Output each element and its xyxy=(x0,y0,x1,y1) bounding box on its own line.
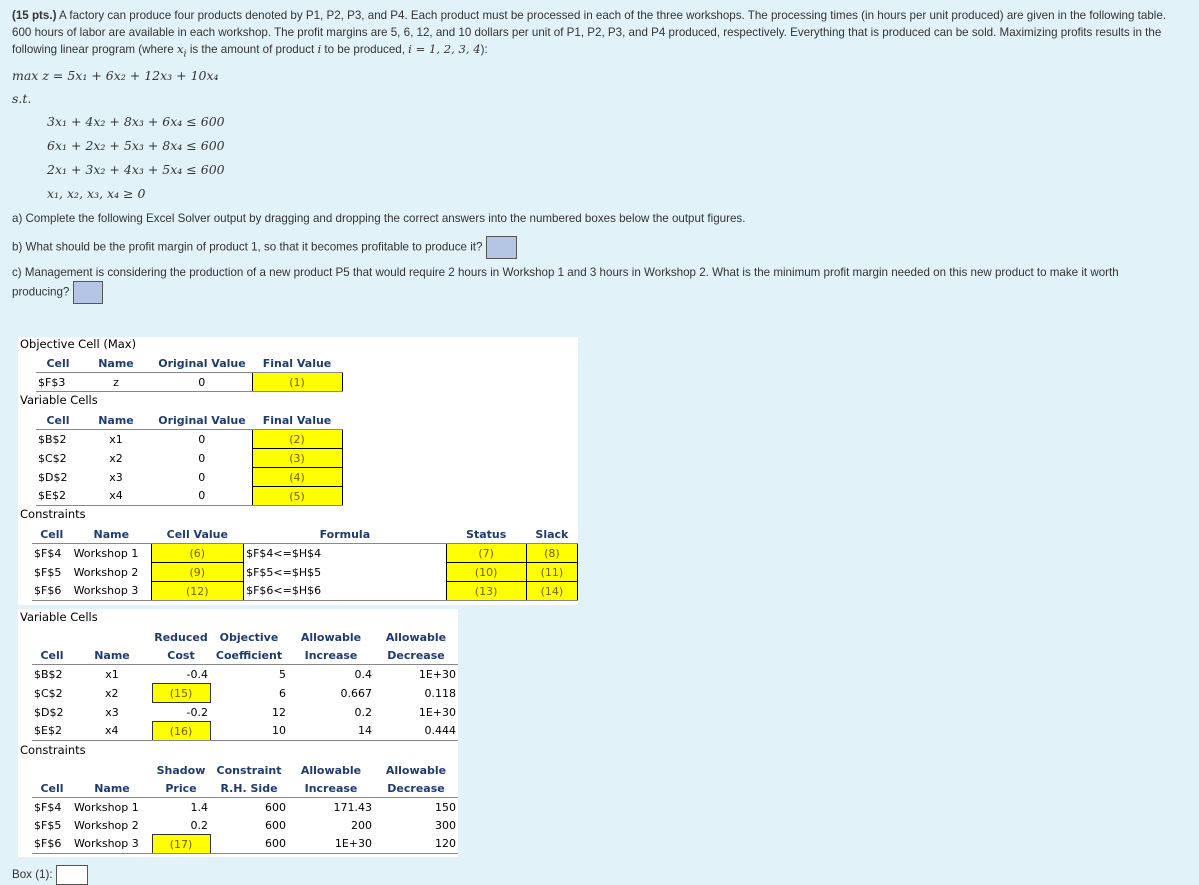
sensitivity-report xyxy=(18,609,458,857)
drop-box-8[interactable]: (8) xyxy=(526,544,577,563)
table-row xyxy=(36,487,342,506)
cell-name: x2 xyxy=(104,686,119,700)
cell-decrease: 300 xyxy=(435,818,456,832)
cell-name: Workshop 1 xyxy=(73,546,139,560)
table-row xyxy=(32,582,578,601)
col-formula: Formula xyxy=(244,525,447,544)
table-row xyxy=(32,563,578,582)
drop-box-17[interactable]: (17) xyxy=(152,835,210,854)
drop-box-3[interactable]: (3) xyxy=(252,449,342,468)
col-status: Status xyxy=(446,525,526,544)
col-name: Name xyxy=(72,646,152,665)
sens-variable-table xyxy=(32,628,458,741)
answer-box-c[interactable] xyxy=(73,281,103,304)
table-row xyxy=(32,703,458,722)
drop-box-13[interactable]: (13) xyxy=(446,582,526,601)
col-blank xyxy=(72,761,152,779)
cell-decrease: 0.118 xyxy=(424,686,456,700)
col-reduced: Reduced xyxy=(154,630,208,644)
table-row xyxy=(36,430,342,449)
question-c-text: c) Management is considering the production of a new product P5 that would require 2 hours in Workshop 1 and 3 hours in Workshop 2. What is the minimum profit margin needed on this new product to make it worth producing? xyxy=(12,266,1119,299)
cell-original: 0 xyxy=(198,470,206,484)
cell-ref: $C$2 xyxy=(38,451,67,465)
constraint-1: 3x₁ + 4x₂ + 8x₃ + 6x₄ ≤ 600 xyxy=(47,114,225,129)
table-row xyxy=(32,684,458,703)
cell-ref: $F$6 xyxy=(32,835,72,854)
answer-report xyxy=(18,337,578,605)
cell-rhs: 600 xyxy=(210,835,288,854)
cell-increase: 14 xyxy=(288,722,374,741)
nonnegativity-constraint: x₁, x₂, x₃, x₄ ≥ 0 xyxy=(47,186,146,201)
sens-constraints-table xyxy=(32,761,458,854)
drop-box-14[interactable]: (14) xyxy=(526,582,577,601)
col-blank xyxy=(72,628,152,646)
cell-original: 0 xyxy=(152,487,252,506)
cell-name: x4 xyxy=(80,487,152,506)
drop-box-5[interactable]: (5) xyxy=(252,487,342,506)
col-name: Name xyxy=(72,779,152,798)
col-allowable: Allowable xyxy=(300,630,362,644)
intro-end: ): xyxy=(480,43,488,56)
cell-ref: $F$5 xyxy=(34,818,62,832)
intro-text2: is the amount of product xyxy=(186,43,318,56)
cell-shadow-price: 0.2 xyxy=(190,818,208,832)
col-name: Name xyxy=(72,525,151,544)
cell-ref: $B$2 xyxy=(34,667,63,681)
cell-coefficient: 12 xyxy=(272,705,286,719)
cell-increase: 200 xyxy=(351,818,372,832)
constraint-2: 6x₁ + 2x₂ + 5x₃ + 8x₄ ≤ 600 xyxy=(47,138,225,153)
col-final-value: Final Value xyxy=(252,354,342,373)
table-row xyxy=(36,468,342,487)
cell-formula: $F$5<=$H$5 xyxy=(244,563,447,582)
cell-name: x1 xyxy=(105,667,119,681)
cell-original: 0 xyxy=(152,373,252,392)
cell-increase: 0.2 xyxy=(354,705,372,719)
cell-increase: 171.43 xyxy=(333,800,372,814)
col-cell: Cell xyxy=(32,525,72,544)
question-a: a) Complete the following Excel Solver output by dragging and dropping the correct answers into the numbered boxes below the output figures. xyxy=(12,212,746,225)
cell-decrease: 1E+30 xyxy=(418,705,456,719)
subject-to-label: s.t. xyxy=(12,91,32,106)
cell-name: x2 xyxy=(109,451,123,465)
cell-formula: $F$4<=$H$4 xyxy=(244,544,447,563)
drop-box-6[interactable]: (6) xyxy=(151,544,244,563)
col-coefficient: Coefficient xyxy=(210,646,288,665)
cell-ref: $F$3 xyxy=(36,373,80,392)
cell-original: 0 xyxy=(198,432,206,446)
intro-text: A factory can produce four products denoted by P1, P2, P3, and P4. Each product must be processed in each of the three workshops. The processing times (in hours per unit produced) are given in the following table. 600 hours of labor are available in each workshop. The profit margins are 5, 6, 12, and 10 dollars per unit of P1, P2, P3, and P4 produced, respectively. Everything that is produced can be sold. Maximizing profits results in the following linear program (where xyxy=(12,9,1167,56)
col-blank xyxy=(32,628,72,646)
intro-var-x: x xyxy=(176,42,184,56)
box-1-input[interactable] xyxy=(56,865,88,885)
variable-cells-title: Variable Cells xyxy=(20,393,98,407)
constraint-3: 2x₁ + 3x₂ + 4x₃ + 5x₄ ≤ 600 xyxy=(47,162,225,177)
cell-increase: 1E+30 xyxy=(288,835,374,854)
sens-variable-cells-title: Variable Cells xyxy=(20,610,98,624)
cell-ref: $F$4 xyxy=(34,546,62,560)
box-1-row xyxy=(12,865,88,885)
table-row xyxy=(32,665,458,684)
cell-decrease: 1E+30 xyxy=(418,667,456,681)
col-cell: Cell xyxy=(32,646,72,665)
col-final-value: Final Value xyxy=(252,411,342,430)
objective-table xyxy=(36,354,343,392)
drop-box-11[interactable]: (11) xyxy=(526,563,577,582)
intro-text3: to be produced, xyxy=(321,43,409,56)
cell-decrease: 150 xyxy=(435,800,456,814)
col-increase: Increase xyxy=(288,779,374,798)
drop-box-16[interactable]: (16) xyxy=(152,722,210,741)
constraints-title: Constraints xyxy=(20,507,86,521)
cell-coefficient: 5 xyxy=(279,667,286,681)
cell-rhs: 600 xyxy=(265,818,286,832)
cell-name: x3 xyxy=(109,470,123,484)
cell-ref: $D$2 xyxy=(34,705,64,719)
col-increase: Increase xyxy=(288,646,374,665)
drop-box-9[interactable]: (9) xyxy=(151,563,244,582)
cell-increase: 0.667 xyxy=(340,686,372,700)
col-allowable: Allowable xyxy=(385,763,447,777)
cell-ref: $C$2 xyxy=(34,686,63,700)
cell-original: 0 xyxy=(198,451,206,465)
objective-function: max z = 5x₁ + 6x₂ + 12x₃ + 10x₄ xyxy=(12,68,219,83)
variable-cells-table xyxy=(36,411,343,506)
table-row xyxy=(36,373,342,392)
cell-decrease: 120 xyxy=(374,835,458,854)
intro-i: i xyxy=(317,42,322,56)
col-name: Name xyxy=(80,354,152,373)
drop-box-12[interactable]: (12) xyxy=(151,582,244,601)
cell-shadow-price: 1.4 xyxy=(190,800,208,814)
cell-name: Workshop 3 xyxy=(72,582,151,601)
box-1-label: Box (1): xyxy=(12,868,53,882)
cell-coefficient: 6 xyxy=(279,686,286,700)
table-row xyxy=(32,798,458,817)
cell-ref: $F$6 xyxy=(32,582,72,601)
cell-ref: $B$2 xyxy=(38,432,67,446)
col-cell: Cell xyxy=(36,354,80,373)
cell-name: z xyxy=(80,373,152,392)
problem-intro xyxy=(12,7,1187,62)
cell-name: x4 xyxy=(72,722,152,741)
col-decrease: Decrease xyxy=(374,779,458,798)
drop-box-15[interactable]: (15) xyxy=(152,684,210,703)
cell-ref: $D$2 xyxy=(38,470,68,484)
points-label: (15 pts.) xyxy=(12,9,57,22)
cell-name: Workshop 2 xyxy=(74,818,139,832)
col-name: Name xyxy=(80,411,152,430)
drop-box-7[interactable]: (7) xyxy=(446,544,526,563)
cell-name: x1 xyxy=(109,432,123,446)
col-decrease: Decrease xyxy=(374,646,458,665)
question-c xyxy=(12,264,1172,304)
question-b xyxy=(12,236,1187,259)
question-b-text: b) What should be the profit margin of product 1, so that it becomes profitable to produce it? xyxy=(12,240,483,254)
table-row xyxy=(36,449,342,468)
cell-reduced-cost: -0.4 xyxy=(186,667,208,681)
col-original-value: Original Value xyxy=(152,354,252,373)
intro-range: i = 1, 2, 3, 4 xyxy=(408,42,481,56)
cell-name: Workshop 2 xyxy=(73,565,139,579)
cell-name: Workshop 3 xyxy=(72,835,152,854)
cell-decrease: 0.444 xyxy=(374,722,458,741)
col-price: Price xyxy=(152,779,210,798)
table-row xyxy=(32,816,458,835)
cell-ref: $F$4 xyxy=(34,800,62,814)
col-cell: Cell xyxy=(36,411,80,430)
col-original-value: Original Value xyxy=(152,411,252,430)
constraints-table xyxy=(32,525,578,601)
table-row xyxy=(32,835,458,854)
col-slack: Slack xyxy=(526,525,577,544)
drop-box-2[interactable]: (2) xyxy=(252,430,342,449)
table-row xyxy=(32,544,578,563)
col-cell: Cell xyxy=(32,779,72,798)
cell-rhs: 600 xyxy=(265,800,286,814)
intro-var xyxy=(176,42,187,60)
drop-box-1[interactable]: (1) xyxy=(252,373,342,392)
cell-increase: 0.4 xyxy=(354,667,372,681)
col-cost: Cost xyxy=(152,646,210,665)
intro-var-sub: i xyxy=(183,48,187,60)
col-allowable: Allowable xyxy=(300,763,362,777)
cell-ref: $E$2 xyxy=(36,487,80,506)
cell-name: x3 xyxy=(105,705,119,719)
col-blank xyxy=(32,761,72,779)
sens-constraints-title: Constraints xyxy=(20,743,86,757)
cell-ref: $E$2 xyxy=(32,722,72,741)
col-cell-value: Cell Value xyxy=(151,525,244,544)
objective-cell-title: Objective Cell (Max) xyxy=(20,337,137,351)
cell-formula: $F$6<=$H$6 xyxy=(244,582,447,601)
answer-box-b[interactable] xyxy=(486,236,517,259)
cell-name: Workshop 1 xyxy=(74,800,139,814)
cell-coefficient: 10 xyxy=(210,722,288,741)
col-rhs: R.H. Side xyxy=(210,779,288,798)
table-row xyxy=(32,722,458,741)
col-shadow: Shadow xyxy=(156,763,206,777)
cell-ref: $F$5 xyxy=(34,565,62,579)
drop-box-10[interactable]: (10) xyxy=(446,563,526,582)
cell-reduced-cost: -0.2 xyxy=(186,705,208,719)
col-allowable: Allowable xyxy=(385,630,447,644)
col-constraint: Constraint xyxy=(216,763,282,777)
col-objective: Objective xyxy=(219,630,279,644)
drop-box-4[interactable]: (4) xyxy=(252,468,342,487)
